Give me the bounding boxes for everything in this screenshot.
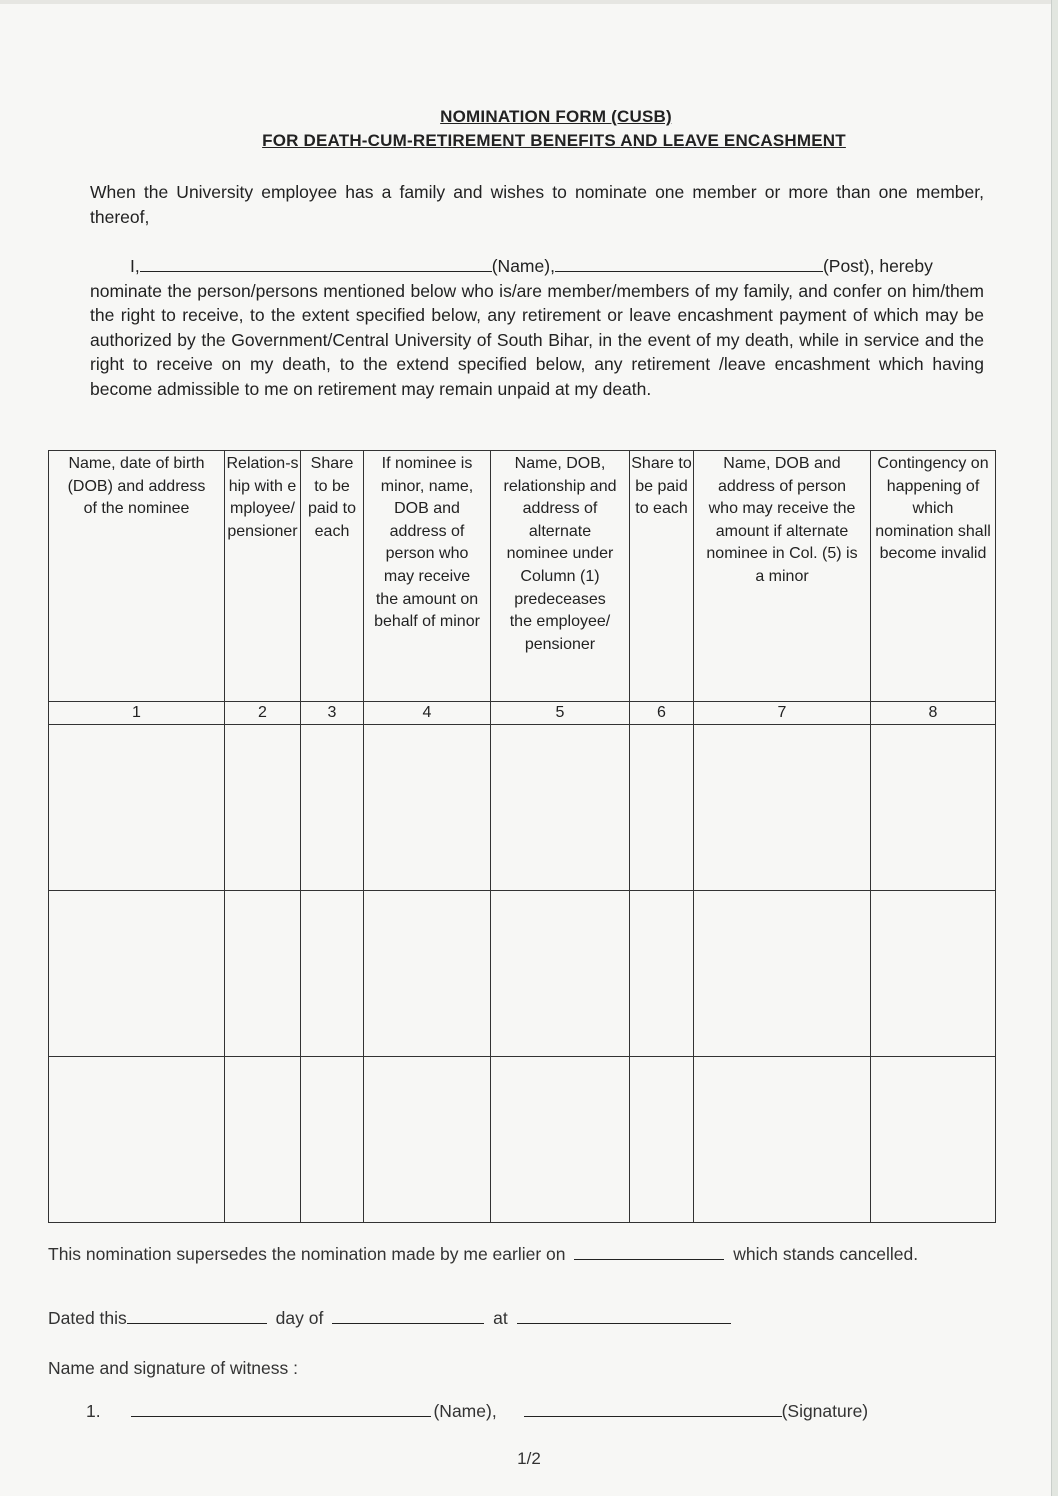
witness-number: 1. — [86, 1401, 101, 1421]
col-number: 4 — [364, 702, 491, 725]
col-number: 3 — [301, 702, 364, 725]
nominee-entry-row — [49, 1057, 996, 1223]
col-number: 1 — [49, 702, 225, 725]
col-header-relationship: Relation-ship with employee/pensioner — [225, 451, 301, 702]
relationship-cell[interactable] — [225, 725, 301, 891]
col-header-nominee: Name, date of birth (DOB) and address of the nominee — [49, 451, 225, 702]
col-number: 6 — [630, 702, 694, 725]
form-title: NOMINATION FORM (CUSB) — [440, 107, 672, 126]
alternate-nominee-cell[interactable] — [491, 891, 630, 1057]
relationship-cell[interactable] — [225, 1057, 301, 1223]
alternate-share-cell[interactable] — [630, 725, 694, 891]
nomination-table — [48, 450, 996, 1223]
contingency-cell[interactable] — [871, 725, 996, 891]
witness-label: Name and signature of witness : — [48, 1358, 298, 1378]
declaration-paragraph — [90, 254, 984, 401]
share-cell[interactable] — [301, 725, 364, 891]
decl-name-label: (Name), — [491, 256, 555, 276]
dated-line — [48, 1305, 731, 1331]
table-header-row — [49, 451, 996, 702]
col-header-alternate-minor: Name, DOB and address of person who may receive the amount if alternate nominee in Col. (5) is a minor — [694, 451, 871, 702]
nominee-cell[interactable] — [49, 725, 225, 891]
place-field[interactable] — [517, 1307, 731, 1324]
alternate-minor-cell[interactable] — [694, 1057, 871, 1223]
declaration-body: nominate the person/persons mentioned below who is/are member/members of my family, and confer on him/them the right to receive, to the extent specified below, any retirement or leave encashment payment of which may be authorized by the Government/Central University of South Bihar, in the event of my death, while in service and the right to receive on my death, to the extend specified below, any retirement /leave encashment which having become admissible to me on retirement may remain unpaid at my death. — [90, 280, 984, 399]
nominee-cell[interactable] — [49, 1057, 225, 1223]
contingency-cell[interactable] — [871, 1057, 996, 1223]
decl-i-label: I, — [130, 256, 140, 276]
scan-top-edge — [0, 0, 1058, 4]
guardian-cell[interactable] — [364, 1057, 491, 1223]
scan-right-edge — [1051, 0, 1058, 1496]
alternate-minor-cell[interactable] — [694, 891, 871, 1057]
supersede-statement — [48, 1241, 988, 1267]
witness-line-1 — [86, 1398, 868, 1424]
col-header-alternate-nominee: Name, DOB, relationship and address of alternate nominee under Column (1) predeceases the employee/ pensioner — [491, 451, 630, 702]
column-number-row — [49, 702, 996, 725]
contingency-cell[interactable] — [871, 891, 996, 1057]
alternate-minor-cell[interactable] — [694, 725, 871, 891]
col-header-contingency: Contingency on happening of which nomination shall become invalid — [871, 451, 996, 702]
day-field[interactable] — [127, 1307, 267, 1324]
earlier-nomination-date-field[interactable] — [574, 1243, 724, 1260]
col-number: 8 — [871, 702, 996, 725]
nominee-cell[interactable] — [49, 891, 225, 1057]
share-cell[interactable] — [301, 1057, 364, 1223]
employee-name-field[interactable] — [140, 255, 492, 272]
alternate-share-cell[interactable] — [630, 1057, 694, 1223]
employee-post-field[interactable] — [555, 255, 823, 272]
col-number: 7 — [694, 702, 871, 725]
witness-name-field[interactable] — [131, 1400, 431, 1417]
col-header-share: Share to be paid to each — [301, 451, 364, 702]
guardian-cell[interactable] — [364, 725, 491, 891]
alternate-nominee-cell[interactable] — [491, 1057, 630, 1223]
witness-signature-field[interactable] — [524, 1400, 782, 1417]
decl-post-label: (Post), hereby — [822, 256, 933, 276]
supersede-text: This nomination supersedes the nomination made by me earlier on — [48, 1244, 566, 1264]
col-header-minor-guardian: If nominee is minor, name, DOB and address of person who may receive the amount on behalf of minor — [364, 451, 491, 702]
guardian-cell[interactable] — [364, 891, 491, 1057]
alternate-nominee-cell[interactable] — [491, 725, 630, 891]
share-cell[interactable] — [301, 891, 364, 1057]
col-header-alternate-share: Share to be paid to each — [630, 451, 694, 702]
form-subtitle: FOR DEATH-CUM-RETIREMENT BENEFITS AND LEAVE ENCASHMENT — [262, 131, 846, 150]
supersede-text-end: which stands cancelled. — [733, 1244, 919, 1264]
alternate-share-cell[interactable] — [630, 891, 694, 1057]
month-field[interactable] — [332, 1307, 484, 1324]
witness-name-label: (Name), — [433, 1401, 497, 1421]
relationship-cell[interactable] — [225, 891, 301, 1057]
nominee-entry-row — [49, 725, 996, 891]
intro-paragraph: When the University employee has a family and wishes to nominate one member or more than one member, thereof, — [90, 182, 984, 227]
nominee-entry-row — [49, 891, 996, 1057]
day-of-label: day of — [275, 1308, 324, 1328]
col-number: 5 — [491, 702, 630, 725]
witness-signature-label: (Signature) — [781, 1401, 869, 1421]
dated-this-label: Dated this — [48, 1308, 127, 1328]
col-number: 2 — [225, 702, 301, 725]
page-number: 1/2 — [517, 1449, 541, 1468]
at-label: at — [493, 1308, 508, 1328]
